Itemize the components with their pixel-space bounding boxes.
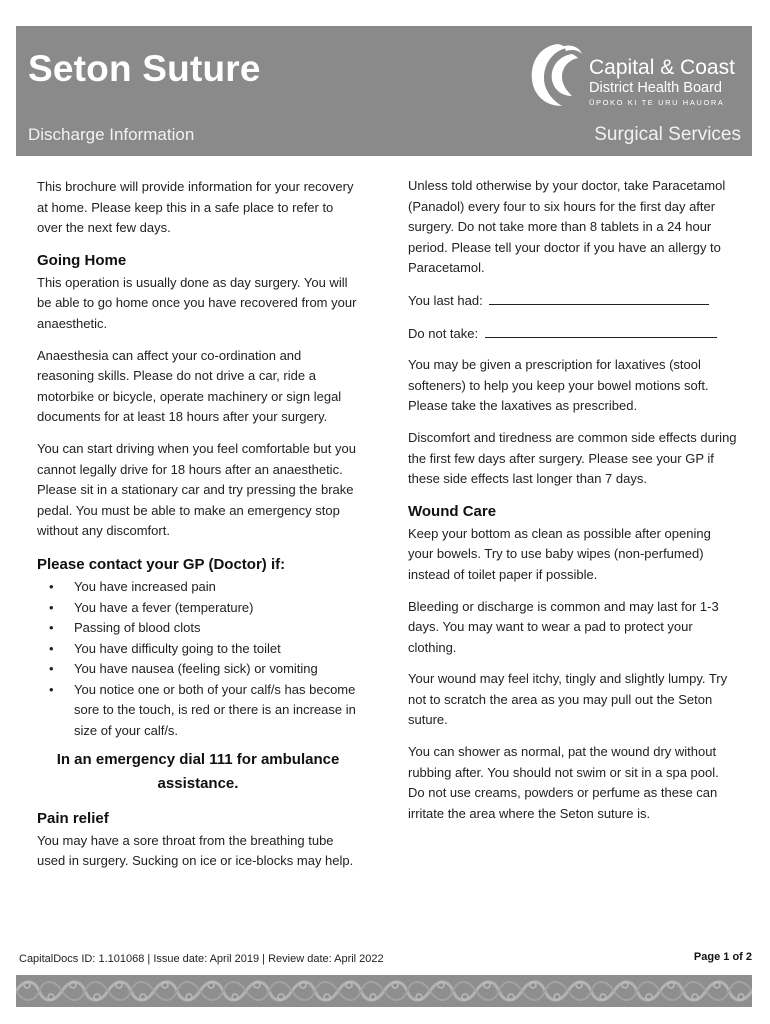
do-not-take-label: Do not take: [408, 325, 479, 341]
itchy-paragraph: Your wound may feel itchy, tingly and slightly lumpy. Try not to scratch the area as you may pull out the Seton suture. [408, 671, 728, 728]
left-column [37, 177, 359, 883]
list-item: • You notice one or both of your calf/s has become sore to the touch, is red or there is an increase in size of your calf/s. [37, 680, 359, 742]
discomfort-paragraph: Discomfort and tiredness are common side effects during the first few days after surgery. Please see your GP if these side effects last longer than 7 days. [408, 429, 737, 487]
anaesthesia-paragraph: Anaesthesia can affect your co-ordination and reasoning skills. Please do not drive a car, ride a motorbike or bicycle, operate machinery or sign legal documents for at least 18 hours after your surgery. [37, 347, 342, 425]
last-had-label: You last had: [408, 292, 483, 308]
koru-logo-icon [528, 40, 584, 110]
page-subtitle: Discharge Information [28, 125, 195, 144]
do-not-take-blank[interactable] [485, 323, 717, 338]
list-item: • Passing of blood clots [37, 618, 359, 639]
list-item: • You have nausea (feeling sick) or vomiting [37, 659, 359, 680]
document-info: CapitalDocs ID: 1.101068 | Issue date: April 2019 | Review date: April 2022 [19, 953, 384, 965]
contact-gp-heading: Please contact your GP (Doctor) if: [37, 555, 286, 573]
pain-relief-paragraph: You may have a sore throat from the breathing tube used in surgery. Sucking on ice or ice-blocks may help. [37, 832, 354, 869]
logo-name-line1: Capital & Coast [589, 56, 735, 79]
page-title: Seton Suture [28, 48, 261, 89]
pain-relief-heading: Pain relief [37, 809, 109, 827]
right-column [408, 176, 738, 835]
page-number: Page 1 of 2 [693, 951, 752, 963]
logo-name-line2: District Health Board [589, 80, 722, 96]
bleeding-paragraph: Bleeding or discharge is common and may last for 1-3 days. You may want to wear a pad to protect your clothing. [408, 598, 719, 655]
last-had-blank[interactable] [489, 290, 709, 305]
wound-care-paragraph: Keep your bottom as clean as possible after opening your bowels. Try to use baby wipes (non-perfumed) instead of toilet paper if possible. [408, 525, 711, 582]
dhb-logo [528, 40, 743, 112]
shower-paragraph: You can shower as normal, pat the wound dry without rubbing after. You should not swim or sit in a spa pool. Do not use creams, powders or perfume as these can irritate the area where the Seton suture is. [408, 744, 719, 821]
symptom-list [37, 577, 359, 742]
department-label: Surgical Services [594, 124, 741, 145]
last-had-field [408, 290, 738, 312]
list-item: • You have a fever (temperature) [37, 598, 359, 619]
driving-paragraph: You can start driving when you feel comfortable but you cannot legally drive for 18 hours after an anaesthetic. Please sit in a stationary car and try pressing the brake pedal. You must be able to make an emergency stop without any discomfort. [37, 440, 356, 539]
list-item: • You have difficulty going to the toilet [37, 639, 359, 660]
paracetamol-paragraph: Unless told otherwise by your doctor, take Paracetamol (Panadol) every four to six hours for the first day after surgery. Do not take more than 8 tablets in a 24 hour period. Please tell your doctor if you have an allergy to Paracetamol. [408, 178, 726, 276]
intro-paragraph: This brochure will provide information for your recovery at home. Please keep this in a safe place to refer to over the next few days. [37, 179, 354, 236]
going-home-paragraph: This operation is usually done as day surgery. You will be able to go home once you have recovered from your anaesthetic. [37, 274, 357, 331]
list-item: • You have increased pain [37, 577, 359, 598]
going-home-heading: Going Home [37, 251, 127, 269]
footer-pattern-band [16, 975, 752, 1007]
do-not-take-field [408, 323, 738, 345]
wound-care-heading: Wound Care [408, 502, 497, 520]
header-banner [16, 26, 752, 156]
laxatives-paragraph: You may be given a prescription for laxatives (stool softeners) to help you keep your bowel motions soft. Please take the laxatives as prescribed. [408, 357, 709, 414]
emergency-notice: In an emergency dial 111 for ambulance assistance. [56, 750, 340, 792]
logo-name-line3: ŪPOKO KI TE URU HAUORA [589, 98, 725, 107]
